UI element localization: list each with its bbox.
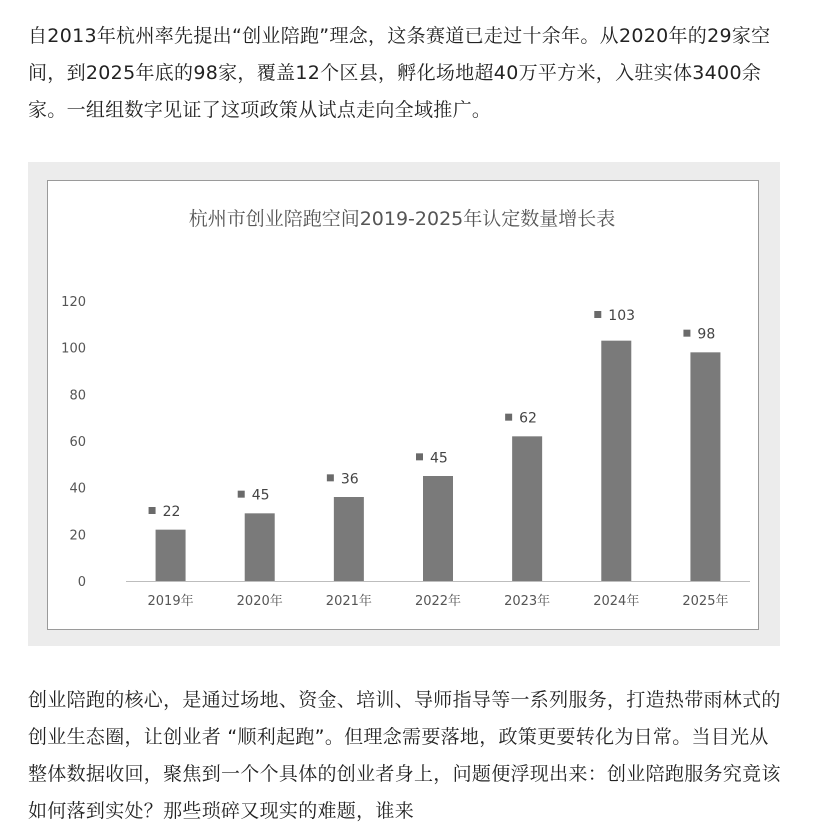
x-tick-label: 2022年: [414, 594, 462, 609]
data-label: 103: [608, 308, 636, 324]
data-label-marker: [416, 453, 423, 460]
y-tick-label: 100: [61, 341, 86, 357]
data-label: 45: [430, 450, 448, 467]
bar: [512, 436, 542, 581]
data-label-marker: [505, 414, 512, 421]
x-tick-label: 2025年: [682, 594, 729, 609]
bar: [245, 513, 275, 581]
bar: [156, 530, 186, 581]
y-tick-label: 40: [69, 481, 86, 497]
chart-title: 杭州市创业陪跑空间2019-2025年认定数量增长表: [188, 208, 616, 230]
chart-frame: [47, 180, 759, 630]
x-tick-label: 2020年: [236, 594, 283, 609]
y-tick-label: 20: [69, 528, 86, 544]
y-tick-label: 0: [77, 575, 86, 590]
data-label-marker: [327, 474, 334, 481]
data-label-marker: [594, 311, 601, 318]
y-tick-label: 120: [61, 295, 86, 310]
bar: [690, 352, 720, 581]
data-label: 22: [162, 504, 181, 520]
data-label-marker: [149, 507, 156, 514]
data-label-marker: [238, 491, 245, 498]
bar: [423, 476, 453, 581]
x-tick-label: 2024年: [593, 594, 640, 609]
bar-chart: [48, 181, 757, 628]
x-tick-label: 2019年: [147, 594, 194, 609]
chart-figure: [28, 162, 780, 646]
data-label: 98: [697, 326, 716, 343]
x-tick-label: 2021年: [325, 594, 372, 609]
x-tick-label: 2023年: [504, 594, 551, 609]
y-tick-label: 80: [69, 388, 86, 404]
y-tick-label: 60: [69, 435, 86, 450]
data-label-marker: [683, 330, 690, 337]
data-label: 45: [251, 487, 270, 504]
bar: [334, 497, 364, 581]
body-paragraph: 创业陪跑的核心，是通过场地、资金、培训、导师指导等一系列服务，打造热带雨林式的创业生态圈，让创业者 “顺利起跑”。但理念需要落地，政策更要转化为日常。当目光从整体数据收回，聚焦到一个个具体的创业者身上，问题便浮现出来：创业陪跑服务究竟该如何落到实处？那些琐碎又现实的难题，谁来: [28, 689, 781, 822]
data-label: 62: [519, 410, 537, 427]
bar: [601, 341, 631, 581]
data-label: 36: [340, 471, 359, 488]
intro-paragraph: 自2013年杭州率先提出“创业陪跑”理念，这条赛道已走过十余年。从2020年的29家空间，到2025年底的98家，覆盖12个区县，孵化场地超40万平方米，入驻实体3400余家。一组组数字见证了这项政策从试点走向全域推广。: [28, 25, 771, 121]
